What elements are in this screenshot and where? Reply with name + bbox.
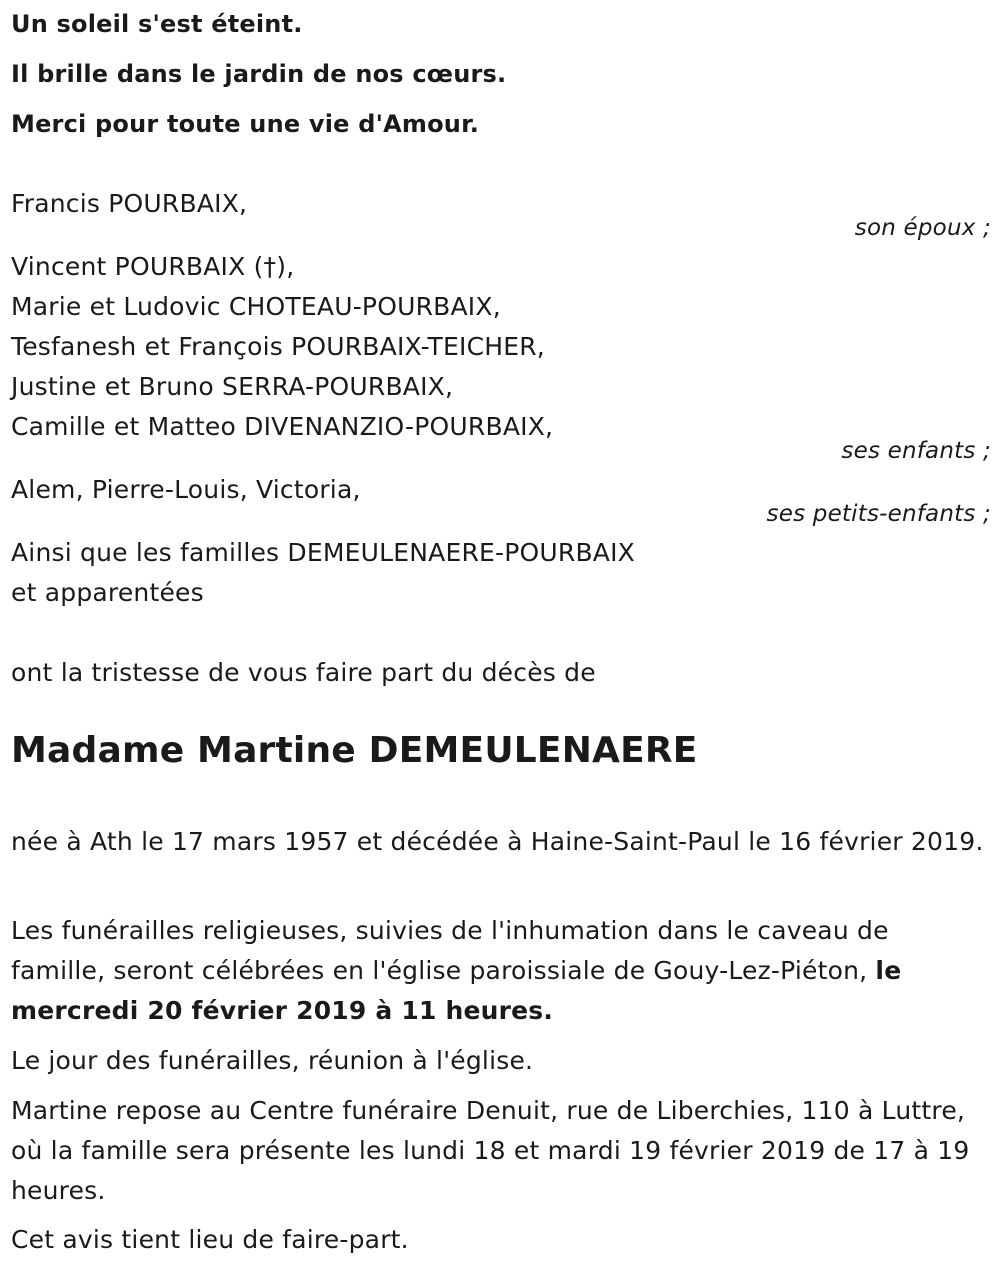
epigraph-line-2: Il brille dans le jardin de nos cœurs. bbox=[11, 60, 507, 88]
deceased-name: Madame Martine DEMEULENAERE bbox=[11, 730, 698, 771]
child-2: Marie et Ludovic CHOTEAU-POURBAIX, bbox=[11, 292, 501, 321]
grandchildren-names: Alem, Pierre-Louis, Victoria, bbox=[11, 475, 361, 504]
rest-place-info: Martine repose au Centre funéraire Denuit, rue de Liberchies, 110 à Luttre, où la famille sera présente les lundi 18 et mardi 19 février 2019 de 17 à 19 heures. bbox=[11, 1096, 970, 1205]
funeral-text: Les funérailles religieuses, suivies de l'inhumation dans le caveau de famille, seront célébrées en l'église paroissiale de Gouy-Lez-Piéton, bbox=[11, 916, 889, 985]
child-1: Vincent POURBAIX (†), bbox=[11, 252, 295, 281]
grandchildren-role: ses petits-enfants ; bbox=[766, 501, 991, 527]
child-4: Justine et Bruno SERRA-POURBAIX, bbox=[11, 372, 454, 401]
epigraph-line-3: Merci pour toute une vie d'Amour. bbox=[11, 110, 480, 138]
funeral-info bbox=[11, 911, 991, 1031]
reunion-info: Le jour des funérailles, réunion à l'église. bbox=[11, 1046, 534, 1075]
spouse-name: Francis POURBAIX, bbox=[11, 189, 248, 218]
spouse-role: son époux ; bbox=[854, 215, 991, 241]
funeral-date: le mercredi 20 février 2019 à 11 heures. bbox=[11, 956, 902, 1025]
birth-death-info: née à Ath le 17 mars 1957 et décédée à Haine-Saint-Paul le 16 février 2019. bbox=[11, 827, 984, 856]
families-line-1: Ainsi que les familles DEMEULENAERE-POURBAIX bbox=[11, 538, 636, 567]
epigraph-line-1: Un soleil s'est éteint. bbox=[11, 10, 303, 38]
families-line-2: et apparentées bbox=[11, 578, 204, 607]
child-3: Tesfanesh et François POURBAIX-TEICHER, bbox=[11, 332, 545, 361]
closing-note: Cet avis tient lieu de faire-part. bbox=[11, 1225, 409, 1254]
announcement: ont la tristesse de vous faire part du décès de bbox=[11, 658, 596, 687]
child-5: Camille et Matteo DIVENANZIO-POURBAIX, bbox=[11, 412, 554, 441]
children-role: ses enfants ; bbox=[841, 438, 991, 464]
